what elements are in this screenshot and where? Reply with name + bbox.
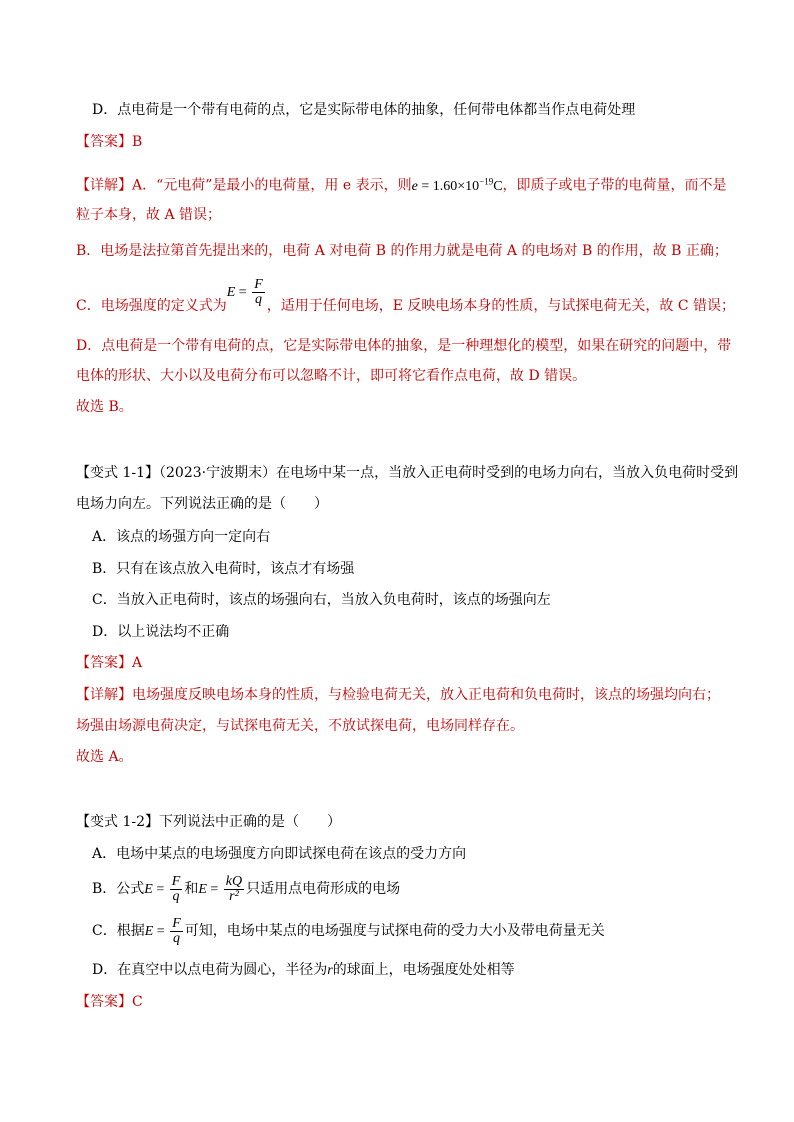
- variant-1-1-option-b: B．只有在该点放入电荷时，该点才有场强: [92, 561, 355, 577]
- q1-option-d: D．点电荷是一个带有电荷的点，它是实际带电体的抽象，任何带电体都当作点电荷处理: [92, 102, 636, 118]
- detail-tag: 【详解】: [76, 177, 132, 194]
- formula-e-f-over-q: E = $\frac{F}{q}$: [144, 874, 181, 905]
- detail-2-conclusion: 故选 A。: [76, 749, 133, 765]
- variant-1-2-option-b: B．公式E = $\frac{F}{q}$ 和E = $\frac{kQ}{\text{r²}}$ 只适用点电荷形成的电场: [92, 874, 401, 905]
- variant-1-2-option-d: D．在真空中以点电荷为圆心，半径为r的球面上，电场强度处处相等: [92, 962, 515, 978]
- answer-value: B: [132, 134, 143, 150]
- detail-1-line-a: 【详解】A．“元电荷”是最小的电荷量，用 e 表示，则$e = 1.60\times 10^{-19}C$，即质子或电子带的电荷量，而不是: [76, 176, 727, 194]
- variant-1-1-option-a: A．该点的场强方向一定向右: [92, 529, 271, 545]
- variant-1-1-stem-line-1: 【变式 1-1】（2023·宁波期末）在电场中某一点，当放入正电荷时受到的电场力向右，当放入负电荷时受到: [76, 465, 739, 481]
- detail-2-line-2: 场强由场源电荷决定，与试探电荷无关，不放试探电荷，电场同样存在。: [76, 718, 524, 734]
- variant-source: （2023·宁波期末）: [159, 465, 277, 481]
- detail-1-line-d1: D．点电荷是一个带有电荷的点，它是实际带电体的抽象，是一种理想化的模型，如果在研究的问题中，带: [76, 338, 732, 354]
- answer-1: [76, 132, 142, 152]
- answer-3: 【答案】C: [76, 994, 143, 1010]
- detail-1-conclusion: 故选 B。: [76, 399, 133, 415]
- formula-e-f-over-q: E = $\frac{F}{q}$: [144, 916, 181, 947]
- detail-2-line-1: 【详解】电场强度反映电场本身的性质，与检验电荷无关，放入正电荷和负电荷时，该点的场强均向右；: [76, 687, 720, 703]
- detail-1-line-b: B．电场是法拉第首先提出来的，电荷 A 对电荷 B 的作用力就是电荷 A 的电场对 B 的作用，故 B 正确；: [76, 243, 728, 259]
- variant-1-2-option-c: C．根据E = $\frac{F}{q}$ 可知，电场中某点的电场强度与试探电荷的受力大小及带电荷量无关: [92, 916, 605, 947]
- answer-2: 【答案】A: [76, 655, 143, 671]
- detail-1-line-d2: 电体的形状、大小以及电荷分布可以忽略不计，即可将它看作点电荷，故 D 错误。: [76, 368, 587, 384]
- variant-1-1-option-d: D．以上说法均不正确: [92, 624, 230, 640]
- detail-1-line-a2: 粒子本身，故 A 错误；: [76, 207, 222, 223]
- field-definition-formula: E = $\frac{F}{q}$: [226, 277, 263, 308]
- variant-tag: 【变式 1-1】: [76, 465, 159, 481]
- variant-1-2-stem: 【变式 1-2】下列说法中正确的是（ ）: [76, 814, 341, 830]
- variant-1-2-option-a: A．电场中某点的电场强度方向即试探电荷在该点的受力方向: [92, 846, 467, 862]
- answer-tag: 【答案】: [76, 134, 132, 150]
- formula-e-kq-over-r2: E = $\frac{kQ}{\text{r²}}$: [198, 874, 243, 905]
- elementary-charge-formula: $e = 1.60\times 10^{-19}C$: [411, 176, 503, 194]
- detail-1-line-c: C．电场强度的定义式为E = $\frac{F}{q}$ ，适用于任何电场，E 反映电场本身的性质，与试探电荷无关，故 C 错误；: [76, 277, 736, 314]
- variant-1-1-stem-line-2: 电场力向左。下列说法正确的是（ ）: [76, 496, 328, 512]
- variant-1-1-option-c: C．当放入正电荷时，该点的场强向右，当放入负电荷时，该点的场强向左: [92, 592, 551, 608]
